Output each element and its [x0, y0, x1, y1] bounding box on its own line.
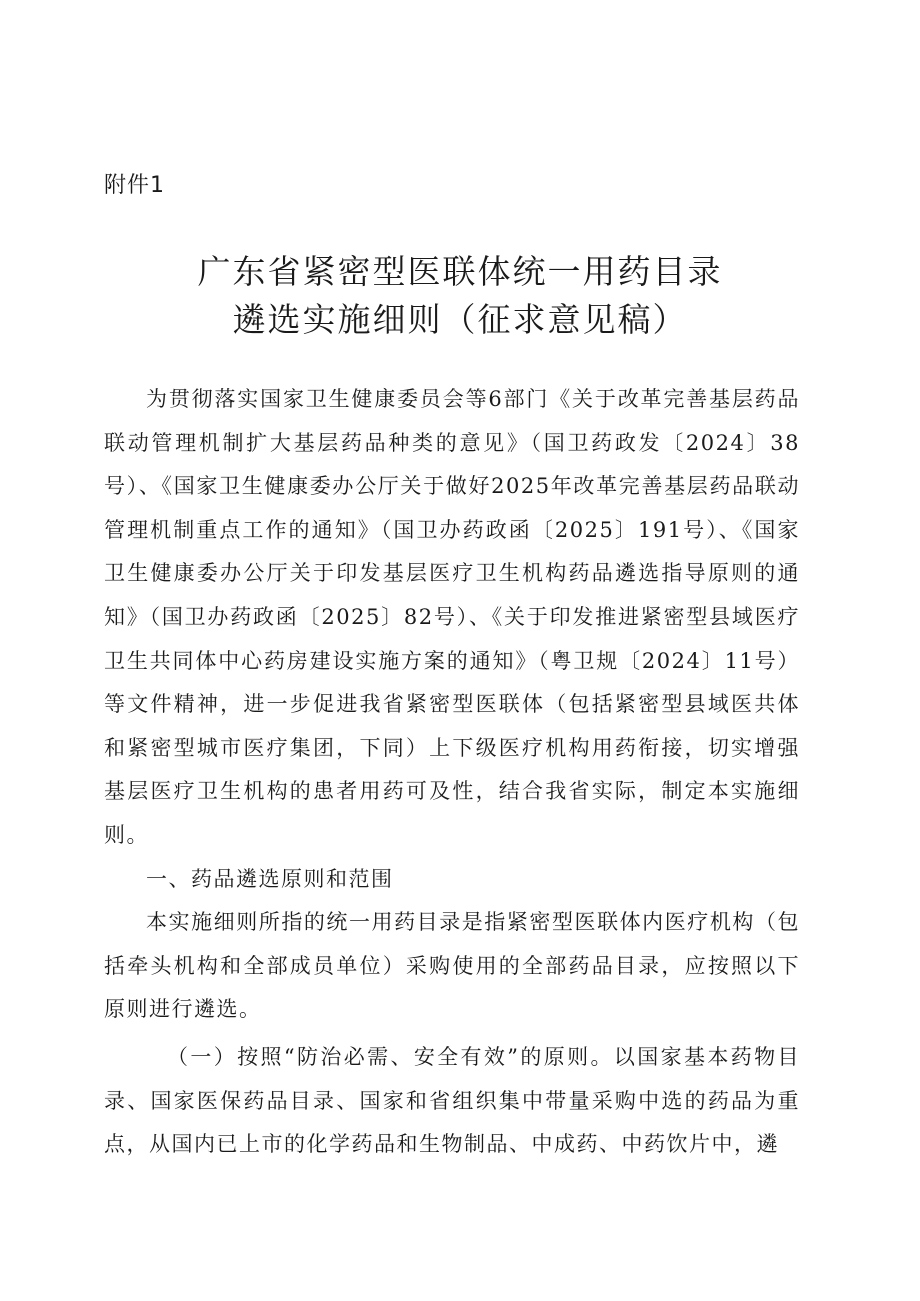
intro-paragraph: 为贯彻落实国家卫生健康委员会等6部门《关于改革完善基层药品联动管理机制扩大基层药品种类的意见》（国卫药政发〔2024〕38号）、《国家卫生健康委办公厅关于做好2025年改革完善基层药品联动管理机制重点工作的通知》（国卫办药政函〔2025〕191号）、《国家卫生健康委办公厅关于印发基层医疗卫生机构药品遴选指导原则的通知》（国卫办药政函〔2025〕82号）、《关于印发推进紧密型县域医疗卫生共同体中心药房建设实施方案的通知》（粤卫规〔2024〕11号）等文件精神，进一步促进我省紧密型医联体（包括紧密型县域医共体和紧密型城市医疗集团，下同）上下级医疗机构用药衔接，切实增强基层医疗卫生机构的患者用药可及性，结合我省实际，制定本实施细则。 [104, 387, 800, 847]
attachment-label: 附件1 [104, 173, 165, 198]
section-1-paragraph: 本实施细则所指的统一用药目录是指紧密型医联体内医疗机构（包括牵头机构和全部成员单位）采购使用的全部药品目录，应按照以下原则进行遴选。 [104, 910, 800, 1022]
item-1-paragraph: （一）按照“防治必需、安全有效”的原则。以国家基本药物目录、国家医保药品目录、国家和省组织集中带量采购中选的药品为重点，从国内已上市的化学药品和生物制品、中成药、中药饮片中，遴 [104, 1044, 800, 1157]
document-title [0, 248, 920, 344]
section-heading-1: 一、药品遴选原则和范围 [146, 866, 394, 891]
title-line-2: 遴选实施细则（征求意见稿） [232, 300, 688, 339]
title-line-1: 广东省紧密型医联体统一用药目录 [197, 252, 723, 291]
document-body [104, 378, 800, 1167]
